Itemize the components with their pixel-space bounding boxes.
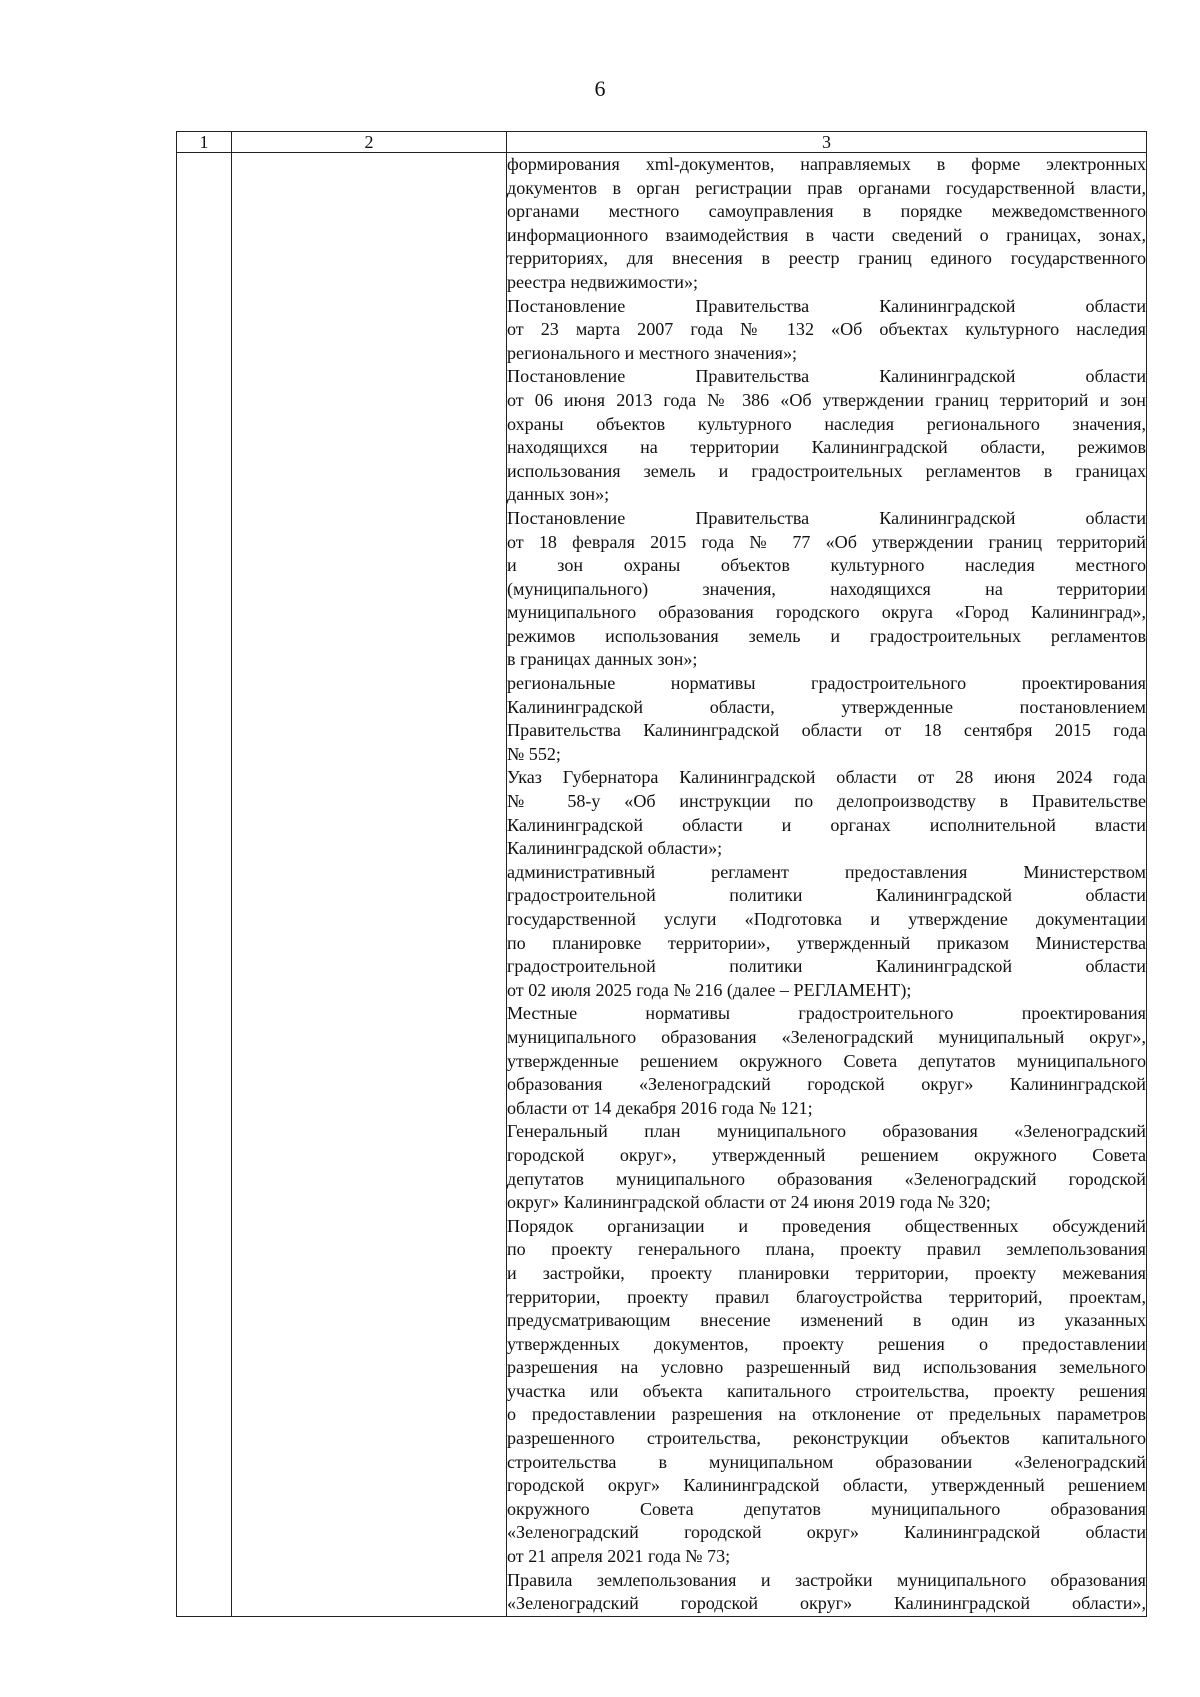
text-line: муниципального образования городского округа «Город Калининград», — [507, 602, 1146, 623]
text-line: использования земель и градостроительных регламентов в границах — [507, 460, 1146, 481]
text-line: от 06 июня 2013 года № 386 «Об утверждении границ территорий и зон — [507, 389, 1146, 410]
text-line: данных зон»; — [507, 484, 610, 505]
text-line: муниципального образования «Зеленоградский муниципальный округ», — [507, 1026, 1146, 1047]
text-line: разрешенного строительства, реконструкции объектов капитального — [507, 1428, 1146, 1449]
text-line: округ» Калининградской области от 24 июня 2019 года № 320; — [507, 1192, 991, 1213]
text-line: утвержденных документов, проекту решения о предоставлении — [507, 1333, 1146, 1354]
text-line: Указ Губернатора Калининградской области от 28 июня 2024 года — [507, 767, 1146, 788]
text-line: депутатов муниципального образования «Зеленоградский городской — [507, 1168, 1146, 1189]
table-header-row — [177, 132, 1147, 153]
text-line: Постановление Правительства Калининградской области — [507, 507, 1146, 528]
text-line: документов в орган регистрации прав органами государственной власти, — [507, 177, 1146, 198]
text-line: и зон охраны объектов культурного наследия местного — [507, 555, 1146, 576]
column-header-3: 3 — [507, 132, 1147, 153]
text-line: режимов использования земель и градостроительных регламентов — [507, 625, 1146, 646]
text-line: органами местного самоуправления в порядке межведомственного — [507, 201, 1146, 222]
text-line: формирования xml-документов, направляемых в форме электронных — [507, 154, 1146, 174]
text-line: реестра недвижимости»; — [507, 271, 699, 292]
text-line: (муниципального) значения, находящихся на территории — [507, 578, 1146, 599]
text-line: территории, проекту правил благоустройства территорий, проектам, — [507, 1286, 1146, 1307]
text-line: «Зеленоградский городской округ» Калининградской области», — [507, 1593, 1146, 1614]
text-line: по проекту генерального плана, проекту правил землепользования — [507, 1239, 1146, 1260]
text-line: от 02 июля 2025 года № 216 (далее – РЕГЛАМЕНТ); — [507, 979, 912, 1000]
document-table — [176, 131, 1147, 1617]
text-line: окружного Совета депутатов муниципального образования — [507, 1498, 1146, 1519]
text-line: от 23 марта 2007 года № 132 «Об объектах культурного наследия — [507, 319, 1146, 340]
text-line: Калининградской области»; — [507, 838, 723, 859]
text-line: региональные нормативы градостроительного проектирования — [507, 673, 1146, 694]
text-line: Калининградской области и органах исполнительной власти — [507, 814, 1146, 835]
text-line: территориях, для внесения в реестр границ единого государственного — [507, 248, 1146, 269]
text-line: о предоставлении разрешения на отклонение от предельных параметров — [507, 1404, 1146, 1425]
text-line: Местные нормативы градостроительного проектирования — [507, 1003, 1146, 1024]
text-line: образования «Зеленоградский городской округ» Калининградской — [507, 1074, 1146, 1095]
text-line: находящихся на территории Калининградской области, режимов — [507, 437, 1146, 458]
column-header-1: 1 — [177, 132, 232, 153]
text-line: участка или объекта капитального строительства, проекту решения — [507, 1380, 1146, 1401]
page-number: 6 — [594, 76, 606, 101]
legal-references-text — [507, 153, 1146, 1616]
text-line: в границах данных зон»; — [507, 649, 698, 670]
text-line: градостроительной политики Калининградской области — [507, 885, 1146, 906]
text-line: административный регламент предоставления Министерством — [507, 861, 1146, 882]
text-line: предусматривающим внесение изменений в один из указанных — [507, 1310, 1146, 1331]
text-line: строительства в муниципальном образовании «Зеленоградский — [507, 1451, 1146, 1472]
text-line: Постановление Правительства Калининградской области — [507, 295, 1146, 316]
column-3-cell — [507, 153, 1147, 1617]
text-line: утвержденные решением окружного Совета депутатов муниципального — [507, 1050, 1146, 1071]
text-line: градостроительной политики Калининградской области — [507, 956, 1146, 977]
text-line: Правила землепользования и застройки муниципального образования — [507, 1569, 1146, 1590]
text-line: «Зеленоградский городской округ» Калининградской области — [507, 1522, 1146, 1543]
text-line: от 21 апреля 2021 года № 73; — [507, 1546, 731, 1567]
text-line: от 18 февраля 2015 года № 77 «Об утверждении границ территорий — [507, 531, 1146, 552]
text-line: Генеральный план муниципального образования «Зеленоградский — [507, 1121, 1146, 1142]
text-line: разрешения на условно разрешенный вид использования земельного — [507, 1357, 1146, 1378]
text-line: № 58-у «Об инструкции по делопроизводству в Правительстве — [507, 791, 1146, 812]
text-line: по планировке территории», утвержденный приказом Министерства — [507, 932, 1146, 953]
column-1-cell — [177, 153, 232, 1617]
text-line: государственной услуги «Подготовка и утверждение документации — [507, 909, 1146, 929]
text-line: и застройки, проекту планировки территории, проекту межевания — [507, 1262, 1146, 1283]
text-line: Постановление Правительства Калининградской области — [507, 366, 1146, 387]
text-line: № 552; — [507, 743, 561, 764]
text-line: регионального и местного значения»; — [507, 342, 798, 363]
text-line: охраны объектов культурного наследия регионального значения, — [507, 413, 1146, 434]
text-line: Порядок организации и проведения общественных обсуждений — [507, 1215, 1146, 1236]
text-line: области от 14 декабря 2016 года № 121; — [507, 1097, 813, 1118]
text-line: городской округ» Калининградской области, утвержденный решением — [507, 1475, 1146, 1496]
text-line: Правительства Калининградской области от 18 сентября 2015 года — [507, 720, 1146, 741]
column-header-2: 2 — [232, 132, 507, 153]
table-row — [177, 153, 1147, 1617]
text-line: Калининградской области, утвержденные постановлением — [507, 696, 1146, 717]
text-line: городской округ», утвержденный решением окружного Совета — [507, 1144, 1146, 1165]
column-2-cell — [232, 153, 507, 1617]
text-line: информационного взаимодействия в части сведений о границах, зонах, — [507, 224, 1146, 245]
